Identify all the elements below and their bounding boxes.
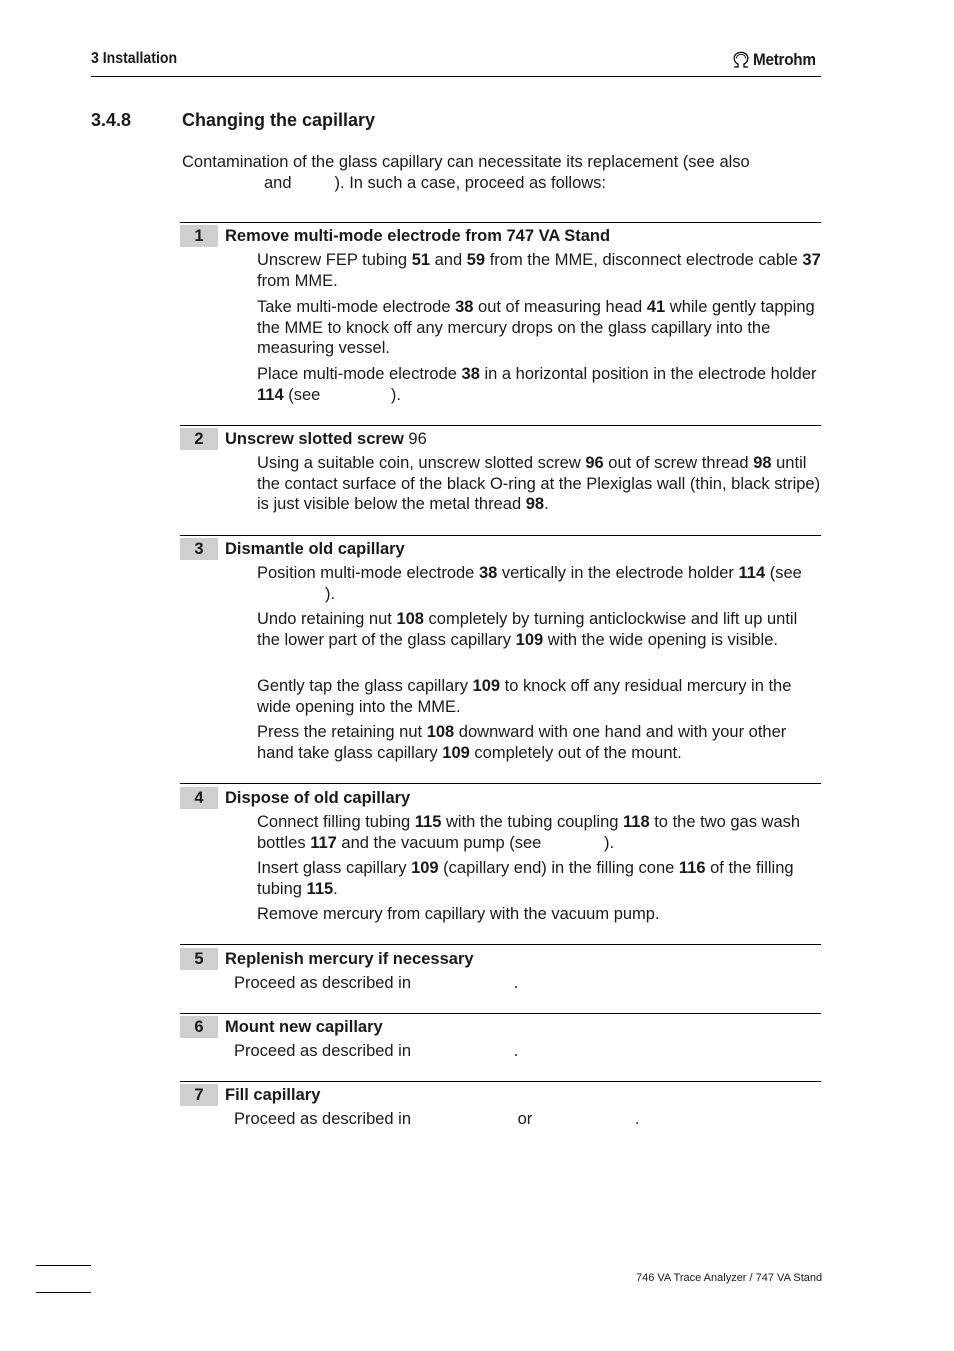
step-4-paragraph-1: Connect filling tubing 115 with the tubing coupling 118 to the two gas wash bottles 117 and the vacuum pump (see ). bbox=[257, 813, 801, 852]
step-2-rule bbox=[180, 425, 821, 426]
step-5-rule bbox=[180, 944, 821, 945]
step-4-title: Dispose of old capillary bbox=[225, 789, 411, 807]
section-number: 3.4.8 bbox=[91, 110, 132, 130]
intro-text-2: and bbox=[264, 173, 292, 192]
footer-text: 746 VA Trace Analyzer / 747 VA Stand bbox=[636, 1272, 823, 1284]
step-1-title: Remove multi-mode electrode from 747 VA Stand bbox=[225, 227, 611, 245]
footer-rule-bottom bbox=[36, 1292, 91, 1293]
intro-paragraph bbox=[182, 152, 822, 193]
section-title: Changing the capillary bbox=[182, 110, 376, 130]
step-5-paragraph-1: Proceed as described in . bbox=[234, 974, 519, 992]
step-3-paragraph-1: Position multi-mode electrode 38 vertically in the electrode holder 114 (see ). bbox=[257, 564, 802, 603]
step-7-number: 7 bbox=[180, 1084, 218, 1106]
step-6-number: 6 bbox=[180, 1016, 218, 1038]
step-3-rule bbox=[180, 535, 821, 536]
step-3-number: 3 bbox=[180, 538, 218, 560]
omega-icon bbox=[732, 51, 750, 69]
step-2-title-text: Unscrew slotted screw bbox=[225, 430, 404, 448]
chapter-header: 3 Installation bbox=[91, 50, 178, 67]
step-4-rule bbox=[180, 783, 821, 784]
step-1-paragraph-2: Take multi-mode electrode 38 out of measuring head 41 while gently tapping the MME to knock off any mercury drops on the glass capillary into the measuring vessel. bbox=[257, 298, 815, 358]
step-7-rule bbox=[180, 1081, 821, 1082]
intro-text-3: ). In such a case, proceed as follows: bbox=[334, 173, 606, 192]
step-7-paragraph-1: Proceed as described in or . bbox=[234, 1110, 640, 1128]
step-2-number: 2 bbox=[180, 428, 218, 450]
step-1-paragraph-1: Unscrew FEP tubing 51 and 59 from the MME, disconnect electrode cable 37 from MME. bbox=[257, 251, 821, 290]
intro-text-1: Contamination of the glass capillary can necessitate its replacement (see also bbox=[182, 153, 750, 171]
step-5-number: 5 bbox=[180, 948, 218, 970]
step-6-title: Mount new capillary bbox=[225, 1018, 383, 1036]
step-1-number: 1 bbox=[180, 225, 218, 247]
step-3-paragraph-3: Gently tap the glass capillary 109 to knock off any residual mercury in the wide opening into the MME. bbox=[257, 677, 792, 716]
step-3-paragraph-4: Press the retaining nut 108 downward with one hand and with your other hand take glass capillary 109 completely out of the mount. bbox=[257, 723, 787, 762]
step-1-paragraph-3: Place multi-mode electrode 38 in a horizontal position in the electrode holder 114 (see ). bbox=[257, 365, 817, 404]
step-4-paragraph-3: Remove mercury from capillary with the vacuum pump. bbox=[257, 905, 660, 923]
footer-rule-top bbox=[36, 1265, 91, 1266]
step-2-title-suffix: 96 bbox=[408, 430, 427, 448]
step-4-paragraph-2: Insert glass capillary 109 (capillary end) in the filling cone 116 of the filling tubing 115. bbox=[257, 859, 794, 898]
step-7-title: Fill capillary bbox=[225, 1086, 321, 1104]
step-1-rule bbox=[180, 222, 821, 223]
step-3-paragraph-2: Undo retaining nut 108 completely by turning anticlockwise and lift up until the lower part of the glass capillary 109 with the wide opening is visible. bbox=[257, 610, 798, 649]
step-3-title: Dismantle old capillary bbox=[225, 540, 405, 558]
step-4-number: 4 bbox=[180, 787, 218, 809]
step-5-title: Replenish mercury if necessary bbox=[225, 950, 474, 968]
step-2-title bbox=[225, 428, 427, 450]
step-6-paragraph-1: Proceed as described in . bbox=[234, 1042, 519, 1060]
step-6-rule bbox=[180, 1013, 821, 1014]
header-rule bbox=[91, 76, 821, 77]
step-2-paragraph-1: Using a suitable coin, unscrew slotted screw 96 out of screw thread 98 until the contact surface of the black O-ring at the Plexiglas wall (thin, black stripe) is just visible below the metal thread 98. bbox=[257, 454, 821, 514]
logo-text: Metrohm bbox=[753, 50, 816, 69]
